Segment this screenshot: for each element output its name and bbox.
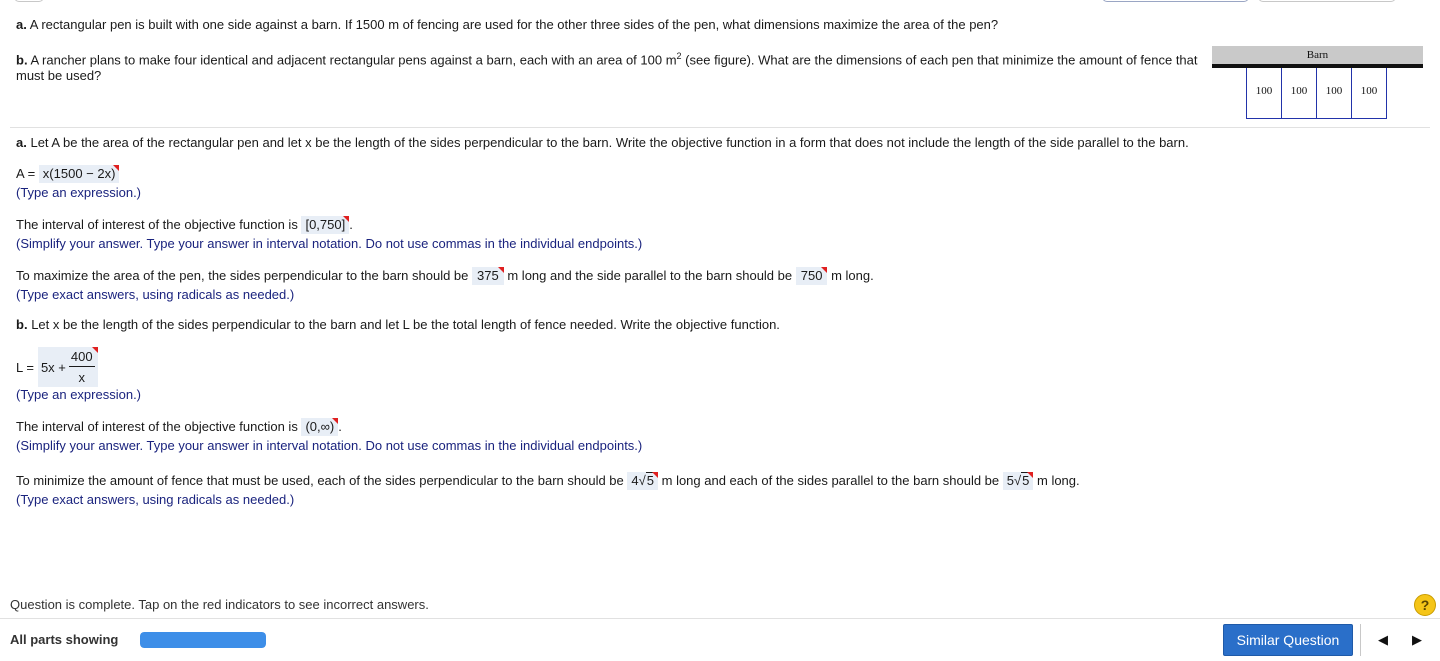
problem-part-b-text-2: (see figure). What are the dimensions of each pen that minimize the amount of fence that [681, 52, 1198, 68]
part-b-function-row [16, 347, 98, 387]
pens-group [1246, 68, 1387, 119]
part-b-dims-text-2: m long and each of the sides parallel to the barn should be [661, 473, 1000, 488]
part-b-interval-hint: (Simplify your answer. Type your answer in interval notation. Do not use commas in the individual endpoints.) [16, 438, 643, 453]
part-b-interval-text: The interval of interest of the objective function is [16, 419, 298, 434]
part-b-question-text: Let x be the length of the sides perpendicular to the barn and let L be the total length of fence needed. Write the objective function. [31, 317, 780, 332]
part-b-fraction-numerator: 400 [69, 349, 95, 367]
part-b-dims-answer-1-coef: 4 [631, 473, 639, 488]
part-b-question [16, 317, 780, 332]
part-b-dims-row [16, 472, 1080, 490]
part-a-question-label: a. [16, 135, 27, 150]
next-arrow-icon[interactable]: ▶ [1400, 624, 1434, 656]
part-a-dims-hint: (Type exact answers, using radicals as needed.) [16, 287, 295, 302]
part-a-interval-hint: (Simplify your answer. Type your answer in interval notation. Do not use commas in the individual endpoints.) [16, 236, 643, 251]
part-b-function-term: 5x + [40, 359, 66, 375]
part-b-question-label: b. [16, 317, 28, 332]
part-a-interval-row [16, 216, 353, 234]
part-a-dims-text-2: m long and the side parallel to the barn should be [507, 268, 793, 283]
part-a-function-answer[interactable]: x(1500 − 2x) [39, 165, 120, 183]
part-a-function-row [16, 165, 119, 183]
part-b-dims-text-3: m long. [1037, 473, 1080, 488]
part-a-dims-text-1: To maximize the area of the pen, the sides perpendicular to the barn should be [16, 268, 469, 283]
part-b-interval-row [16, 418, 342, 436]
previous-arrow-icon[interactable]: ◀ [1366, 624, 1400, 656]
part-b-function-prefix: L = [16, 359, 34, 375]
top-tab-left[interactable] [14, 0, 44, 2]
part-a-function-prefix: A = [16, 166, 36, 181]
part-a-dims-answer-1[interactable]: 375 [472, 267, 504, 285]
top-tab-strip [0, 0, 1440, 2]
nav-separator [1360, 624, 1361, 656]
pen-1: 100 [1247, 68, 1282, 118]
part-b-dims-answer-1-radicand: 5 [646, 473, 654, 488]
problem-part-a-text: A rectangular pen is built with one side against a barn. If 1500 m of fencing are used for the other three sides of the pen, what dimensions maximize the area of the pen? [29, 17, 999, 32]
part-a-interval-text: The interval of interest of the objective function is [16, 217, 298, 232]
barn-label: Barn [1212, 46, 1423, 64]
part-b-function-hint: (Type an expression.) [16, 387, 142, 402]
part-b-fraction-denominator: x [78, 370, 85, 385]
progress-bar [140, 632, 266, 648]
problem-part-a-label: a. [16, 17, 27, 32]
problem-part-b-line2: must be used? [16, 68, 102, 83]
part-a-interval-period: . [349, 217, 353, 232]
radical-sign-icon: √ [1014, 473, 1022, 488]
help-icon[interactable]: ? [1414, 594, 1436, 616]
part-a-question [16, 135, 1189, 150]
problem-part-b-text-1: A rancher plans to make four identical and adjacent rectangular pens against a barn, each with an area of 100 m [30, 52, 677, 68]
progress-fill [140, 632, 266, 648]
problem-part-a [16, 17, 998, 32]
part-b-function-answer[interactable] [38, 347, 98, 387]
pen-3: 100 [1317, 68, 1352, 118]
top-tab-active[interactable] [1102, 0, 1249, 2]
part-a-dims-text-3: m long. [831, 268, 874, 283]
part-b-dims-answer-1[interactable] [627, 472, 658, 490]
part-a-function-hint: (Type an expression.) [16, 185, 142, 200]
problem-part-b-label: b. [16, 52, 28, 68]
parts-showing-label: All parts showing [10, 632, 119, 647]
part-b-dims-answer-2-coef: 5 [1006, 473, 1014, 488]
part-b-interval-answer[interactable]: (0,∞) [301, 418, 338, 436]
top-tab-right[interactable] [1258, 0, 1396, 2]
part-b-dims-hint: (Type exact answers, using radicals as needed.) [16, 492, 295, 507]
similar-question-button[interactable]: Similar Question [1223, 624, 1353, 656]
part-b-dims-answer-2-radicand: 5 [1022, 473, 1030, 488]
part-a-dims-row [16, 267, 874, 285]
part-a-dims-answer-2[interactable]: 750 [796, 267, 828, 285]
barn-figure [1212, 46, 1423, 122]
part-b-dims-text-1: To minimize the amount of fence that must be used, each of the sides perpendicular to the barn should be [16, 473, 624, 488]
part-a-interval-answer[interactable]: [0,750] [301, 216, 349, 234]
divider-top [10, 127, 1430, 128]
part-b-function-fraction [69, 349, 95, 385]
status-message: Question is complete. Tap on the red indicators to see incorrect answers. [10, 597, 429, 612]
problem-part-b-sup: 2 [676, 51, 682, 61]
problem-part-b [16, 51, 1198, 67]
part-b-interval-period: . [338, 419, 342, 434]
radical-sign-icon: √ [638, 473, 646, 488]
divider-footer [0, 618, 1440, 619]
part-b-dims-answer-2[interactable] [1003, 472, 1034, 490]
pen-4: 100 [1360, 85, 1378, 97]
part-a-question-text: Let A be the area of the rectangular pen and let x be the length of the sides perpendicular to the barn. Write the objective function in a form that does not include the length of the side parallel to the barn. [30, 135, 1189, 150]
pen-2: 100 [1282, 68, 1317, 118]
